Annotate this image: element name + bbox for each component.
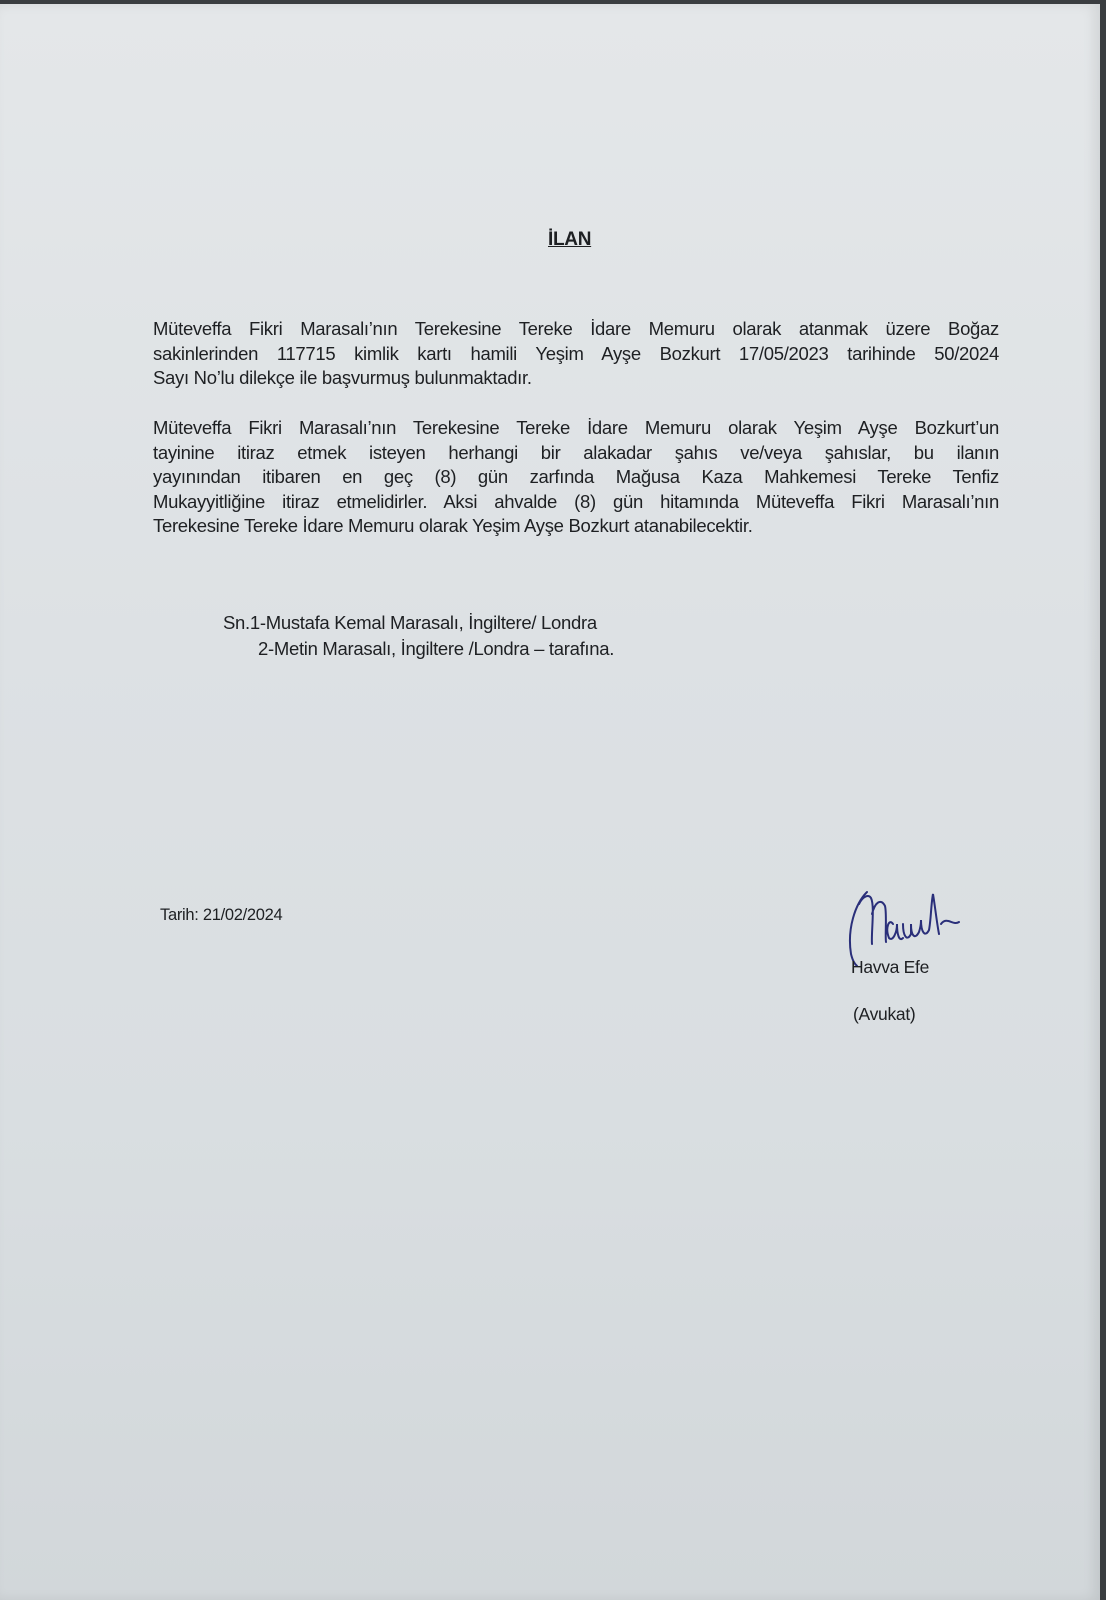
text-line: tayinine itiraz etmek isteyen herhangi bir alakadar şahıs ve/veya şahıslar, bu ilanın (153, 441, 999, 463)
text-line: Müteveffa Fikri Marasalı’nın Terekesine Tereke İdare Memuru olarak Yeşim Ayşe Bozkurt’un (153, 417, 999, 438)
signatory-name: Havva Efe (851, 957, 930, 977)
text-line: Terekesine Tereke İdare Memuru olarak Yeşim Ayşe Bozkurt atanabilecektir. (153, 515, 753, 537)
text-line: sakinlerinden 117715 kimlik kartı hamili Yeşim Ayşe Bozkurt 17/05/2023 tarihinde 50/2024 (153, 342, 999, 364)
text-line: yayınından itibaren en geç (8) gün zarfında Mağusa Kaza Mahkemesi Tereke Tenfiz (153, 466, 999, 488)
text-line: Sayı No’lu dilekçe ile başvurmuş bulunmaktadır. (153, 367, 532, 389)
recipient-1: Sn.1-Mustafa Kemal Marasalı, İngiltere/ Londra (223, 612, 597, 633)
recipient-2: 2-Metin Marasalı, İngiltere /Londra – tarafına. (258, 638, 615, 659)
document-title: İLAN (548, 229, 592, 250)
text-line: Mukayyitliğine itiraz etmelidirler. Aksi ahvalde (8) gün hitamında Müteveffa Fikri Marasalı’nın (153, 490, 999, 512)
text-line: Müteveffa Fikri Marasalı’nın Terekesine Tereke İdare Memuru olarak atanmak üzere Boğaz (153, 318, 999, 339)
signatory-title: (Avukat) (853, 1004, 916, 1024)
paragraph-application (153, 317, 999, 391)
document-date: Tarih: 21/02/2024 (160, 906, 283, 924)
paragraph-objection (153, 416, 999, 539)
document-page (0, 4, 1100, 1600)
